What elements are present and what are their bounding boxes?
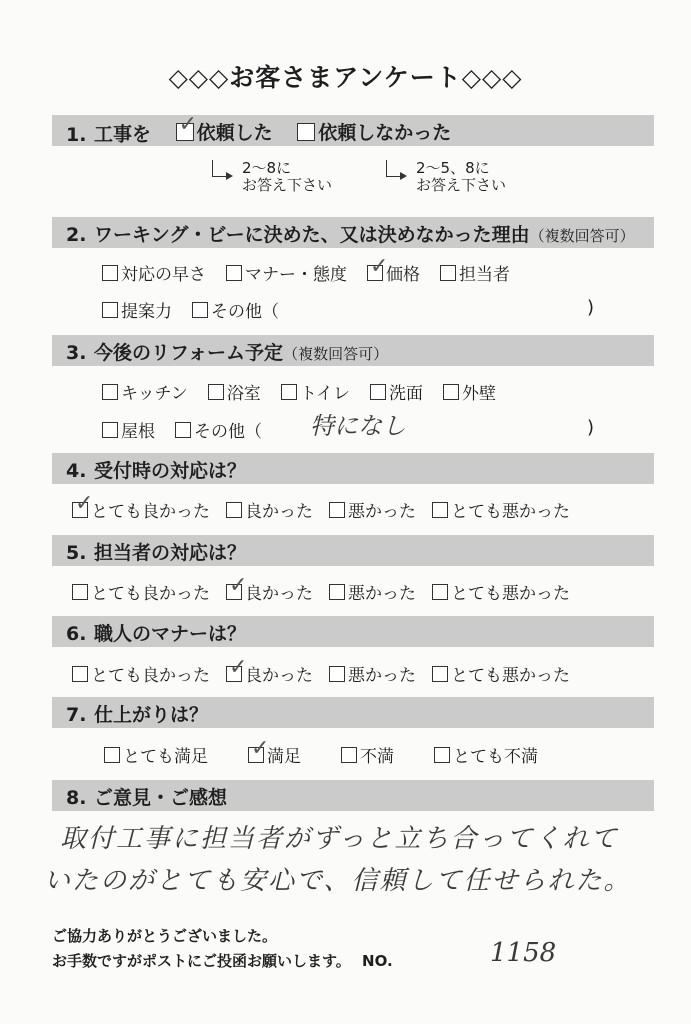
q3-option[interactable]: トイレ <box>281 379 350 404</box>
checkbox[interactable] <box>102 302 118 318</box>
checkbox[interactable] <box>434 747 450 763</box>
q6-option[interactable]: とても悪かった <box>432 661 570 686</box>
q8-comment-line-2: いたのがとても安心で、信頼して任せられた。 <box>44 866 632 896</box>
serial-no-label: NO. <box>362 952 393 970</box>
checkbox[interactable] <box>341 747 357 763</box>
checkbox[interactable] <box>226 502 242 518</box>
check-mark-icon: ✓ <box>75 490 94 516</box>
question-1-band <box>52 111 654 146</box>
question-6-band <box>52 616 654 647</box>
survey-title: ◇◇◇お客さまアンケート◇◇◇ <box>168 63 523 92</box>
checkbox[interactable] <box>329 666 345 682</box>
serial-no-value: 1158 <box>490 938 557 968</box>
q6-option[interactable]: ✓ 良かった <box>226 661 313 686</box>
checkbox[interactable] <box>192 302 208 318</box>
q1-option-not-requested[interactable]: 依頼しなかった <box>297 118 451 145</box>
checkbox[interactable] <box>432 666 448 682</box>
q3-handwritten-other: 特になし <box>310 412 406 440</box>
checkbox[interactable] <box>72 584 88 600</box>
arrow-icon <box>212 160 227 177</box>
q2-option[interactable]: 対応の早さ <box>102 260 206 285</box>
q6-options <box>72 654 570 686</box>
q4-option[interactable]: ✓ とても良かった <box>72 497 210 522</box>
question-4-title: 4. 受付時の対応は？ <box>66 460 247 482</box>
checkbox[interactable] <box>367 253 389 281</box>
checkbox[interactable] <box>432 584 448 600</box>
q3-option[interactable]: 洗面 <box>370 379 423 404</box>
q4-option[interactable]: 良かった <box>226 497 313 522</box>
close-paren: ) <box>587 297 595 318</box>
question-5-band <box>52 535 654 566</box>
check-mark-icon: ✓ <box>178 111 198 137</box>
footer-instruction: お手数ですがポストにご投函お願いします。 NO. <box>52 952 393 970</box>
question-8-band <box>52 780 654 811</box>
checkbox[interactable] <box>281 384 297 400</box>
q2-options-row-1 <box>102 253 510 285</box>
q6-option[interactable]: 悪かった <box>329 661 416 686</box>
q3-option[interactable]: 屋根 <box>102 417 155 442</box>
q5-option[interactable]: とても良かった <box>72 579 210 604</box>
checkbox[interactable] <box>329 584 345 600</box>
q6-option[interactable]: とても良かった <box>72 661 210 686</box>
checkbox[interactable] <box>226 654 248 682</box>
checkbox[interactable] <box>226 265 242 281</box>
q2-option[interactable]: マナー・態度 <box>226 260 347 285</box>
checkbox[interactable] <box>440 265 456 281</box>
q2-option[interactable]: 担当者 <box>440 260 510 285</box>
q3-option[interactable]: その他（ <box>175 417 262 442</box>
checkbox[interactable] <box>226 572 248 600</box>
q5-option[interactable]: 悪かった <box>329 579 416 604</box>
footer-thanks: ご協力ありがとうございました。 <box>52 927 278 945</box>
question-7-title: 7. 仕上がりは？ <box>66 704 209 726</box>
checkbox[interactable] <box>208 384 224 400</box>
checkbox[interactable] <box>370 384 386 400</box>
q3-option[interactable]: キッチン <box>102 379 188 404</box>
question-3-title: 3. 今後のリフォーム予定（複数回答可） <box>66 342 389 364</box>
question-1-title: 1. 工事を ✓ 依頼した 依頼しなかった <box>66 111 452 146</box>
question-5-title: 5. 担当者の対応は？ <box>66 542 247 564</box>
checkbox[interactable] <box>102 422 118 438</box>
check-mark-icon: ✓ <box>370 253 389 279</box>
q1-option-requested[interactable]: ✓ 依頼した <box>176 118 273 145</box>
checkbox[interactable] <box>102 384 118 400</box>
check-mark-icon: ✓ <box>229 572 248 598</box>
q4-option[interactable]: 悪かった <box>329 497 416 522</box>
q2-option[interactable]: ✓ 価格 <box>367 260 420 285</box>
arrowhead-icon <box>400 172 407 180</box>
q7-options <box>104 735 538 767</box>
q3-options-row-2 <box>102 417 262 442</box>
checkbox[interactable] <box>72 490 94 518</box>
check-mark-icon: ✓ <box>251 735 270 761</box>
question-8-title: 8. ご意見・ご感想 <box>66 787 228 809</box>
q4-option[interactable]: とても悪かった <box>432 497 570 522</box>
checkbox[interactable] <box>248 735 270 763</box>
question-6-title: 6. 職人のマナーは？ <box>66 623 247 645</box>
q4-options <box>72 490 570 522</box>
question-7-band <box>52 697 654 728</box>
checkbox[interactable] <box>176 111 198 141</box>
check-mark-icon: ✓ <box>229 654 248 680</box>
question-2-band <box>52 217 654 248</box>
checkbox[interactable] <box>72 666 88 682</box>
q7-option[interactable]: 不満 <box>341 742 394 767</box>
q3-option[interactable]: 浴室 <box>208 379 261 404</box>
q7-option[interactable]: とても満足 <box>104 742 208 767</box>
close-paren: ) <box>587 417 595 438</box>
q3-option[interactable]: 外壁 <box>443 379 496 404</box>
checkbox[interactable] <box>297 123 315 141</box>
q8-comment-line-1: 取付工事に担当者がずっと立ち合ってくれて <box>60 824 619 854</box>
checkbox[interactable] <box>175 422 191 438</box>
q7-option[interactable]: とても不満 <box>434 742 538 767</box>
q2-option[interactable]: その他（ <box>192 297 279 322</box>
q1-note-a: 2〜8に お答え下さい <box>242 159 333 194</box>
q7-option[interactable]: ✓ 満足 <box>248 742 301 767</box>
checkbox[interactable] <box>329 502 345 518</box>
question-4-band <box>52 453 654 484</box>
arrow-icon <box>386 160 401 177</box>
question-2-title: 2. ワーキング・ビーに決めた、又は決めなかった理由（複数回答可） <box>66 224 635 246</box>
q5-option[interactable]: ✓ 良かった <box>226 579 313 604</box>
q3-options-row-1 <box>102 379 496 404</box>
q5-option[interactable]: とても悪かった <box>432 579 570 604</box>
checkbox[interactable] <box>443 384 459 400</box>
checkbox[interactable] <box>102 265 118 281</box>
question-3-band <box>52 335 654 366</box>
checkbox[interactable] <box>104 747 120 763</box>
arrowhead-icon <box>226 172 233 180</box>
checkbox[interactable] <box>432 502 448 518</box>
q2-option[interactable]: 提案力 <box>102 297 172 322</box>
q2-options-row-2 <box>102 297 279 322</box>
q5-options <box>72 572 570 604</box>
q1-note-b: 2〜5、8に お答え下さい <box>416 159 507 194</box>
